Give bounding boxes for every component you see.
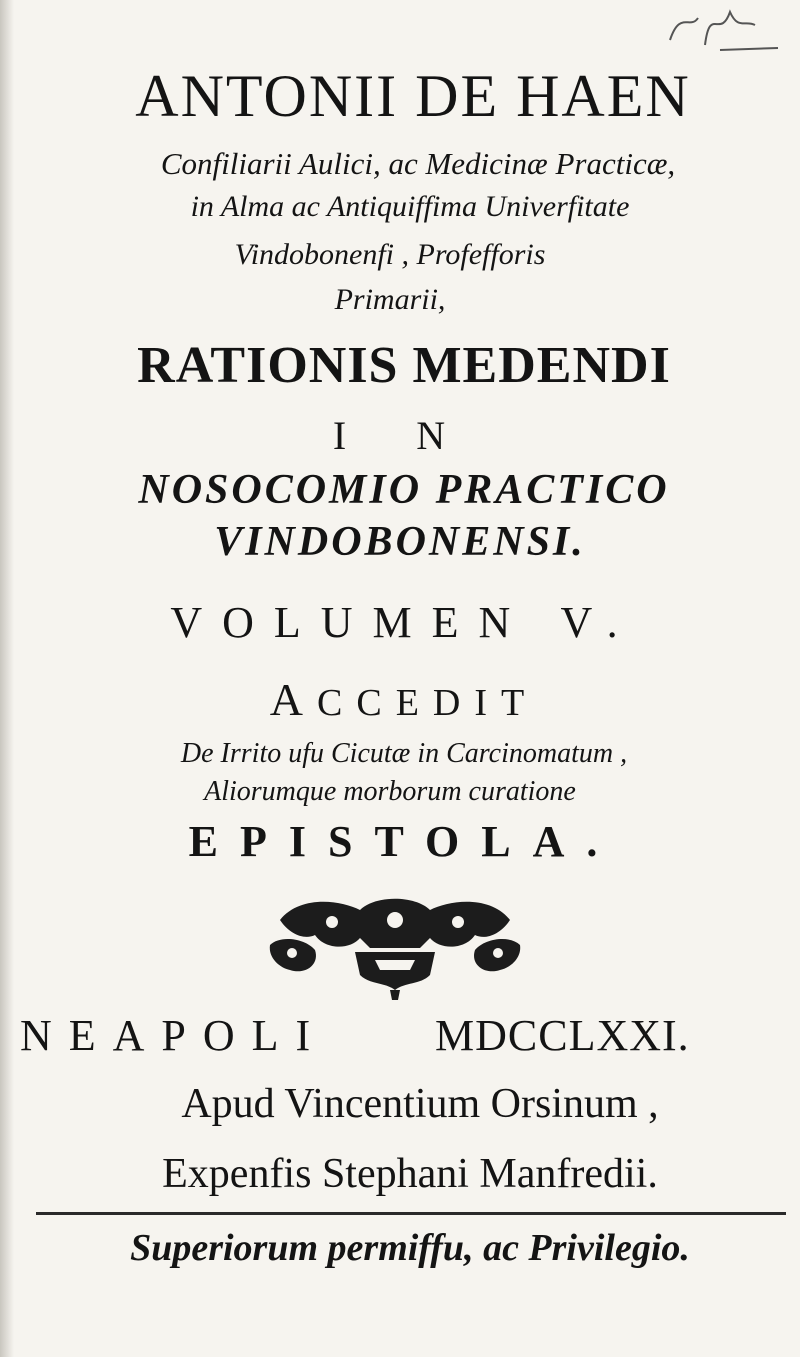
title-line-4: VINDOBONENSI. [214, 519, 586, 565]
subtitle-line-2: Aliorumque morborum curatione [204, 776, 576, 807]
subtitle-line-1: De Irrito ufu Cicutæ in Carcinomatum , [180, 738, 628, 769]
printers-ornament [260, 890, 530, 1000]
page-edge-shadow [0, 0, 14, 1357]
credentials-line-3: Vindobonenfi , Profefforis [234, 238, 546, 271]
credentials-line-2: in Alma ac Antiquiffima Univerfitate [190, 190, 630, 223]
accedit-initial: A [269, 674, 317, 725]
title-line-2: I N [332, 413, 476, 458]
title-line-3: NOSOCOMIO PRACTICO [138, 467, 670, 513]
imprint-printer: Apud Vincentium Orsinum , [181, 1081, 659, 1127]
volume-number: VOLUMEN V. [170, 598, 638, 647]
accedit-heading [14, 673, 794, 726]
permission-line: Superiorum permiffu, ac Privilegio. [130, 1227, 690, 1269]
imprint-place-year [20, 1010, 790, 1061]
imprint-place: NEAPOLI [20, 1011, 328, 1060]
epistola-heading: EPISTOLA. [188, 817, 620, 866]
author-name: ANTONII DE HAEN [135, 63, 691, 129]
credentials-line-4: Primarii, [334, 283, 446, 316]
horizontal-rule [36, 1212, 786, 1215]
imprint-expense: Expenfis Stephani Manfredii. [162, 1151, 658, 1197]
accedit-rest: CCEDIT [317, 682, 539, 724]
credentials-line-1: Confiliarii Aulici, ac Medicinæ Practicæ, [160, 146, 676, 181]
title-line-1: RATIONIS MEDENDI [137, 337, 671, 394]
ink-scribble-mark [660, 0, 780, 60]
imprint-year: MDCCLXXI. [435, 1011, 690, 1060]
